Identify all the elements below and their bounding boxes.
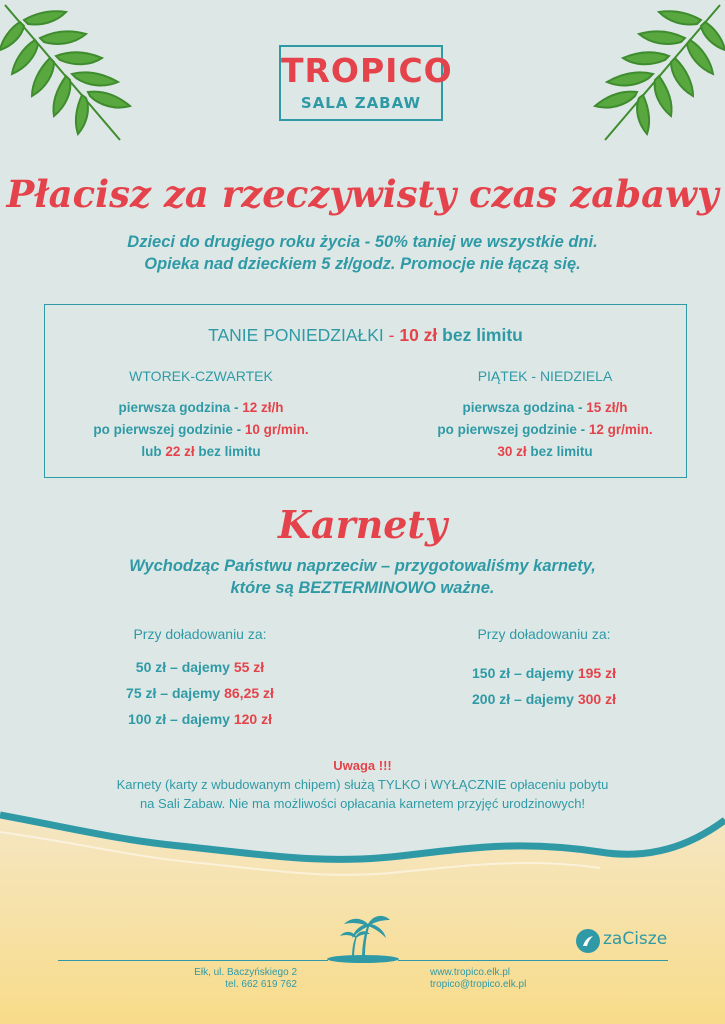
footer-divider-left — [58, 960, 328, 961]
palm-leaf-icon — [0, 0, 185, 150]
zacisze-logo-text: zaCisze — [603, 929, 668, 949]
footer-address-block — [120, 967, 297, 991]
monday-suffix: bez limitu — [437, 325, 523, 345]
karnety-offer: 100 zł – dajemy 120 zł — [128, 711, 272, 727]
footer-website[interactable]: www.tropico.elk.pl — [430, 967, 511, 978]
logo-title: TROPICO — [281, 51, 453, 90]
footer-address: Ełk, ul. Baczyńskiego 2 — [194, 967, 297, 978]
footer-email[interactable]: tropico@tropico.elk.pl — [430, 979, 527, 990]
karnety-left-heading: Przy doładowaniu za: — [133, 626, 267, 642]
zacisze-logo-icon — [575, 928, 601, 954]
page-headline: Płacisz za rzeczywisty czas zabawy — [6, 172, 719, 216]
logo-subtitle: SALA ZABAW — [300, 94, 422, 112]
pricing-box — [44, 304, 687, 478]
fri-sun-line-3: 30 zł bez limitu — [497, 444, 593, 459]
karnety-offer: 200 zł – dajemy 300 zł — [472, 691, 616, 707]
tropico-logo — [279, 45, 453, 121]
notice-line-2: na Sali Zabaw. Nie ma możliwości opłacania karnetem przyjęć urodzinowych! — [139, 796, 586, 811]
fri-sun-heading: PIĄTEK - NIEDZIELA — [477, 368, 613, 384]
subtitle-line-1: Dzieci do drugiego roku życia - 50% taniej we wszystkie dni. — [127, 233, 598, 251]
karnety-line-1: Wychodząc Państwu naprzeciw – przygotowaliśmy karnety, — [129, 557, 596, 575]
subtitle-line-2: Opieka nad dzieckiem 5 zł/godz. Promocje nie łączą się. — [144, 255, 581, 273]
karnety-offer: 150 zł – dajemy 195 zł — [472, 665, 616, 681]
karnety-heading: Karnety — [277, 502, 448, 547]
tue-thu-pricing — [51, 365, 351, 463]
footer-phone: tel. 662 619 762 — [225, 979, 297, 990]
fri-sun-line-1: pierwsza godzina - 15 zł/h — [462, 400, 628, 415]
karnety-offer: 50 zł – dajemy 55 zł — [135, 659, 265, 675]
fri-sun-line-2: po pierwszej godzinie - 12 gr/min. — [437, 422, 653, 437]
notice-line-1: Karnety (karty z wbudowanym chipem) służą TYLKO i WYŁĄCZNIE opłaceniu pobytu — [116, 777, 609, 792]
palm-tree-icon — [326, 912, 400, 964]
monday-price: 10 zł — [399, 325, 438, 345]
karnety-line-2: które są BEZTERMINOWO ważne. — [230, 579, 495, 597]
karnety-right-column — [394, 626, 694, 707]
notice-title: Uwaga !!! — [333, 758, 392, 773]
karnety-right-heading: Przy doładowaniu za: — [477, 626, 611, 642]
tue-thu-line-1: pierwsza godzina - 12 zł/h — [118, 400, 284, 415]
footer-divider-right — [398, 960, 668, 961]
monday-offer — [45, 325, 686, 346]
monday-label: TANIE PONIEDZIAŁKI — [208, 325, 384, 345]
monday-separator: - — [383, 325, 400, 345]
tue-thu-heading: WTOREK-CZWARTEK — [129, 368, 273, 384]
tue-thu-line-2: po pierwszej godzinie - 10 gr/min. — [93, 422, 309, 437]
footer-contact-block — [430, 967, 630, 991]
karnety-left-column — [50, 626, 350, 727]
palm-leaf-icon — [545, 0, 725, 150]
fri-sun-pricing — [395, 365, 695, 463]
karnety-offer: 75 zł – dajemy 86,25 zł — [126, 685, 274, 701]
tue-thu-line-3: lub 22 zł bez limitu — [141, 444, 261, 459]
